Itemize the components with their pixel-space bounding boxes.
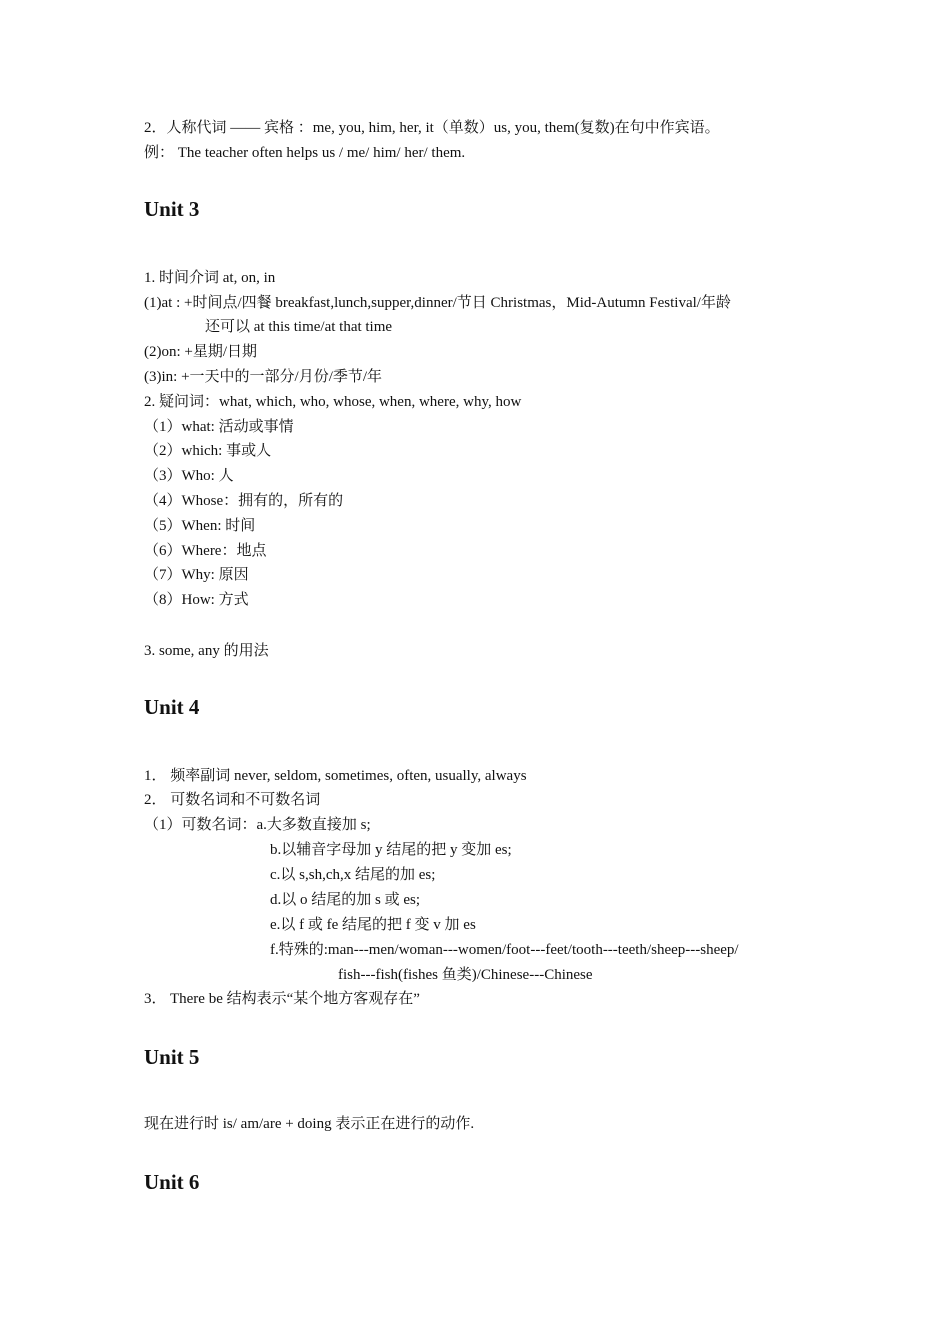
text-line: （1）可数名词：a.大多数直接加 s; (144, 817, 371, 833)
text-line: （6）Where：地点 (144, 543, 267, 559)
text-line: 3． There be 结构表示“某个地方客观存在” (144, 991, 420, 1007)
text-line: （2）which: 事或人 (144, 443, 272, 459)
text-line: 还可以 at this time/at that time (205, 319, 393, 335)
text-line: （7）Why: 原因 (144, 567, 249, 583)
text-line: d.以 o 结尾的加 s 或 es; (270, 892, 421, 908)
section-heading: Unit 6 (144, 1170, 200, 1194)
text-line: （1）what: 活动或事情 (144, 419, 294, 435)
text-line: 1． 频率副词 never, seldom, sometimes, often, usually, always (144, 768, 527, 784)
text-line: e.以 f 或 fe 结尾的把 f 变 v 加 es (270, 917, 476, 933)
section-heading: Unit 3 (144, 197, 200, 221)
text-line: b.以辅音字母加 y 结尾的把 y 变加 es; (270, 842, 512, 858)
text-line: （4）Whose：拥有的，所有的 (144, 493, 344, 509)
section-heading: Unit 4 (144, 695, 200, 719)
text-line: (1)at : +时间点/四餐 breakfast,lunch,supper,dinner/节日 Christmas，Mid-Autumn Festival/年龄 (144, 295, 731, 311)
text-line: 3. some, any 的用法 (144, 643, 269, 659)
text-line: （5）When: 时间 (144, 518, 256, 534)
text-line: 2．人称代词 —— 宾格 ：me, you, him, her, it（单数）us, you, them(复数)在句中作宾语。 (144, 120, 720, 136)
text-line: 2． 可数名词和不可数名词 (144, 792, 321, 808)
text-line: 1. 时间介词 at, on, in (144, 270, 276, 286)
text-line: 现在进行时 is/ am/are + doing 表示正在进行的动作. (144, 1116, 475, 1132)
text-line: 例： The teacher often helps us / me/ him/ her/ them. (144, 145, 466, 161)
section-heading: Unit 5 (144, 1045, 200, 1069)
text-line: 2. 疑问词：what, which, who, whose, when, where, why, how (144, 394, 522, 410)
text-line: fish---fish(fishes 鱼类)/Chinese---Chinese (338, 967, 593, 983)
text-line: (2)on: +星期/日期 (144, 344, 258, 360)
text-line: f.特殊的:man---men/woman---women/foot---feet/tooth---teeth/sheep---sheep/ (270, 942, 739, 958)
text-line: (3)in: +一天中的一部分/月份/季节/年 (144, 369, 383, 385)
text-line: c.以 s,sh,ch,x 结尾的加 es; (270, 867, 436, 883)
text-line: （8）How: 方式 (144, 592, 249, 608)
text-line: （3）Who: 人 (144, 468, 234, 484)
